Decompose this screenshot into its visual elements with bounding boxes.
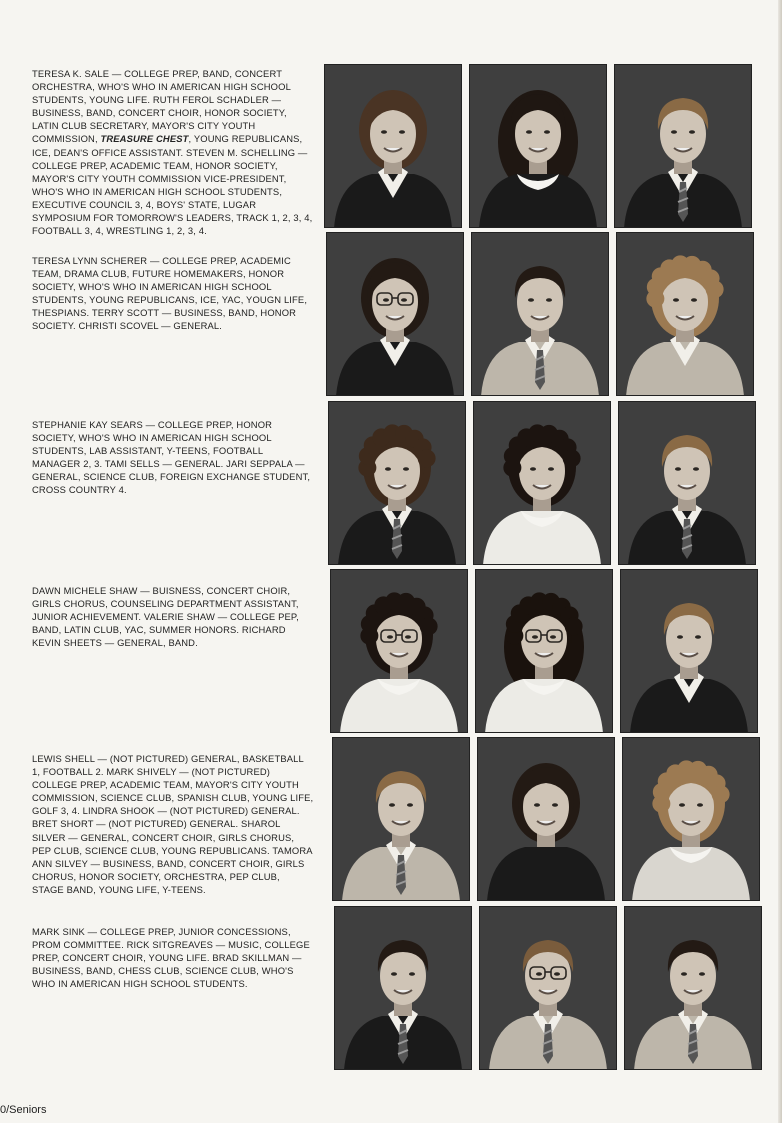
bio-text: TERESA LYNN SCHERER — COLLEGE PREP, ACADEMIC TEAM, DRAMA CLUB, FUTURE HOMEMAKERS, HONOR SOCIETY, WHO'S WHO IN AMERICAN HIGH SCHOOL STUDENTS, YOUNG REPUBLICANS, ICE, YAC, YOUGN LIFE, THESPIANS. TERRY SCOTT — BUSINESS, BAND, HONOR SOCIETY. CHRISTI SCOVEL — GENERAL. <box>32 255 308 332</box>
portrait-photo <box>324 64 462 228</box>
portrait-photo <box>328 401 466 565</box>
bio-block-4 <box>32 584 314 649</box>
bio-text: DAWN MICHELE SHAW — BUISNESS, CONCERT CHOIR, GIRLS CHORUS, COUNSELING DEPARTMENT ASSISTANT, JUNIOR ACHIEVEMENT. VALERIE SHAW — COLLEGE PEP, BAND, LATIN CLUB, YAC, SUMMER HONORS. RICHARD KEVIN SHEETS — GENERAL, BAND. <box>32 585 299 649</box>
portrait-photo <box>469 64 607 228</box>
portrait-photo <box>479 906 617 1070</box>
publication-title: TREASURE CHEST <box>100 133 189 145</box>
portrait-photo <box>620 569 758 733</box>
bio-text: , YOUNG REPUBLICANS, ICE, DEAN'S OFFICE ASSISTANT. STEVEN M. SCHELLING — COLLEGE PREP, ACADEMIC TEAM, HONOR SOCIETY, MAYOR'S CITY YOUTH COMMISSION VICE-PRESIDENT, WHO'S WHO IN AMERICAN HIGH SCHOOL STUDENTS, EXECUTIVE COUNCIL 3, 4, BOYS' STATE, LUGAR SYMPOSIUM FOR TOMORROW'S LEADERS, TRACK 1, 2, 3, 4, FOOTBALL 3, 4, WRESTLING 1, 2, 3, 4. <box>32 133 313 237</box>
photo-row <box>328 401 756 565</box>
portrait-photo <box>475 569 613 733</box>
portrait-photo <box>330 569 468 733</box>
bio-text: LEWIS SHELL — (NOT PICTURED) GENERAL, BASKETBALL 1, FOOTBALL 2. MARK SHIVELY — (NOT PICTURED) COLLEGE PREP, ACADEMIC TEAM, MAYOR'S CITY YOUTH COMMISSION, SCIENCE CLUB, SPANISH CLUB, YOUNG LIFE, GOLF 3, 4. LINDRA SHOOK — (NOT PICTURED) GENERAL. BRET SHORT — (NOT PICTURED) GENERAL. SHAROL SILVER — GENERAL, CONCERT CHOIR, GIRLS CHORUS, PEP CLUB, SCIENCE CLUB, YOUNG REPUBLICANS. TAMORA ANN SILVEY — BUSINESS, BAND, CONCERT CHOIR, GIRLS CHORUS, HONOR SOCIETY, ORCHESTRA, PEP CLUB, STAGE BAND, YOUNG LIFE, Y-TEENS. <box>32 753 314 895</box>
portrait-photo <box>618 401 756 565</box>
bio-block-3 <box>32 418 314 497</box>
photo-row <box>324 64 752 228</box>
bio-text: STEPHANIE KAY SEARS — COLLEGE PREP, HONOR SOCIETY, WHO'S WHO IN AMERICAN HIGH SCHOOL STUDENTS, LAB ASSISTANT, Y-TEENS, FOOTBALL MANAGER 2, 3. TAMI SELLS — GENERAL. JARI SEPPALA — GENERAL, SCIENCE CLUB, FOREIGN EXCHANGE STUDENT, CROSS COUNTRY 4. <box>32 419 311 496</box>
bio-text: TERESA K. SALE — COLLEGE PREP, BAND, CONCERT ORCHESTRA, WHO'S WHO IN AMERICAN HIGH SCHOOL STUDENTS, YOUNG LIFE. RUTH FEROL SCHADLER — BUSINESS, BAND, CONCERT CHOIR, HONOR SOCIETY, LATIN CLUB SECRETARY, MAYOR'S CITY YOUTH COMMISSION, <box>32 68 291 145</box>
portrait-photo <box>622 737 760 901</box>
portrait-photo <box>473 401 611 565</box>
portrait-photo <box>332 737 470 901</box>
photo-row <box>332 737 760 901</box>
bio-block-2 <box>32 254 314 333</box>
bio-text: MARK SINK — COLLEGE PREP, JUNIOR CONCESSIONS, PROM COMMITTEE. RICK SITGREAVES — MUSIC, COLLEGE PREP, CONCERT CHOIR, YOUNG LIFE. BRAD SKILLMAN — BUSINESS, BAND, CHESS CLUB, SCIENCE CLUB, WHO'S WHO IN AMERICAN HIGH SCHOOL STUDENTS. <box>32 926 310 990</box>
page-edge <box>778 0 782 1123</box>
bio-block-1 <box>32 67 314 237</box>
portrait-photo <box>334 906 472 1070</box>
bio-block-5 <box>32 752 314 896</box>
portrait-photo <box>614 64 752 228</box>
portrait-photo <box>624 906 762 1070</box>
portrait-photo <box>477 737 615 901</box>
portrait-photo <box>616 232 754 396</box>
photo-row <box>334 906 762 1070</box>
photo-row <box>326 232 754 396</box>
portrait-photo <box>471 232 609 396</box>
bio-block-6 <box>32 925 314 990</box>
portrait-photo <box>326 232 464 396</box>
photo-row <box>330 569 758 733</box>
page-folio: 0/Seniors <box>0 1104 47 1116</box>
